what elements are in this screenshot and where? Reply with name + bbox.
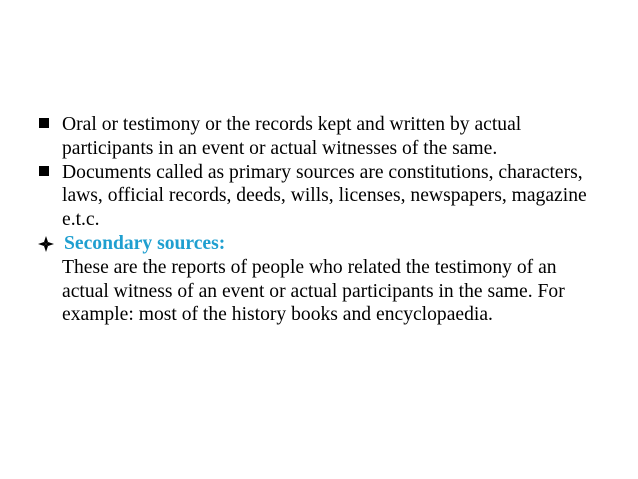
bullet-item [38,113,598,161]
diamond-bullet-icon [38,236,54,252]
bullet-text: Oral or testimony or the records kept and written by actual participants in an event or actual witnesses of the same. [62,114,522,159]
bullet-text: Documents called as primary sources are constitutions, characters, laws, official records, deeds, wills, licenses, newspapers, magazine e.t.c. [62,161,587,231]
section-paragraph: These are the reports of people who related the testimony of an actual witness of an event or actual participants in the same. For example: most of the history books and encyclopaedia. [62,256,565,326]
section-heading-item [38,232,598,256]
square-bullet-icon [39,118,49,128]
square-bullet-icon [39,166,49,176]
section-heading: Secondary sources: [64,232,226,254]
bullet-item [38,161,598,232]
slide-content [38,113,598,327]
